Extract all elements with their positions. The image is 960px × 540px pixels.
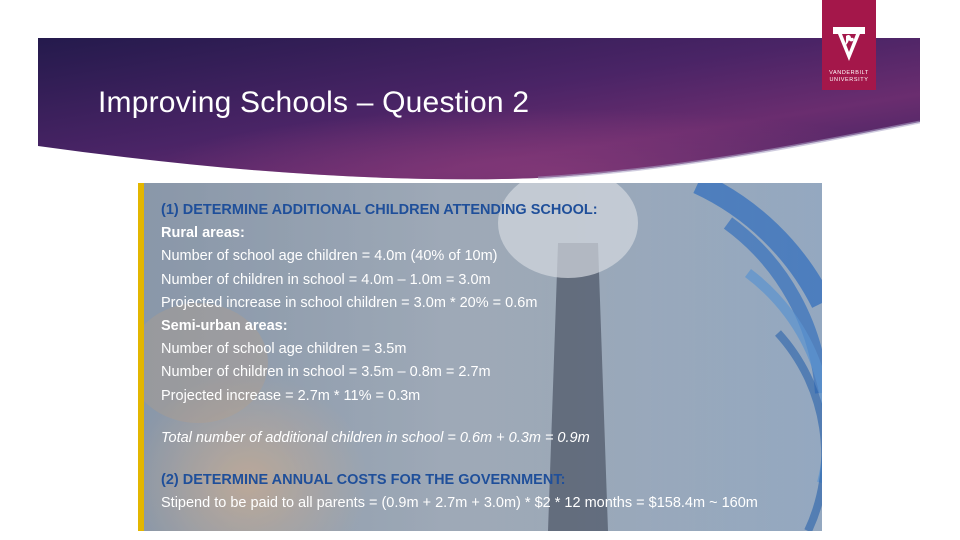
semi-urban-heading: Semi-urban areas: — [161, 317, 288, 334]
slide-title: Improving Schools – Question 2 — [98, 86, 530, 119]
total-additional-children: Total number of additional children in school = 0.6m + 0.3m = 0.9m — [161, 429, 590, 446]
logo-line-1: VANDERBILT — [829, 70, 869, 76]
spacer — [161, 450, 821, 469]
semi-urban-line: Number of children in school = 3.5m – 0.8m = 2.7m — [161, 364, 491, 381]
oak-leaf-v-icon — [830, 25, 868, 63]
content-panel — [138, 183, 822, 531]
vanderbilt-logo — [822, 0, 876, 90]
rural-line: Projected increase in school children = 3.0m * 20% = 0.6m — [161, 294, 538, 311]
stipend-line: Stipend to be paid to all parents = (0.9m + 2.7m + 3.0m) * $2 * 12 months = $158.4m ~ 160m — [161, 495, 758, 512]
section-2-heading: (2) DETERMINE ANNUAL COSTS FOR THE GOVERNMENT: — [161, 471, 566, 488]
spacer — [161, 408, 821, 427]
rural-heading: Rural areas: — [161, 225, 245, 242]
section-1-heading: (1) DETERMINE ADDITIONAL CHILDREN ATTENDING SCHOOL: — [161, 202, 598, 218]
rural-line: Number of children in school = 4.0m – 1.0m = 3.0m — [161, 271, 491, 288]
calculation-text — [161, 199, 821, 515]
accent-bar — [138, 183, 144, 531]
logo-line-2: UNIVERSITY — [829, 77, 869, 83]
semi-urban-line: Number of school age children = 3.5m — [161, 341, 407, 358]
semi-urban-line: Projected increase = 2.7m * 11% = 0.3m — [161, 387, 421, 404]
rural-line: Number of school age children = 4.0m (40% of 10m) — [161, 248, 498, 265]
